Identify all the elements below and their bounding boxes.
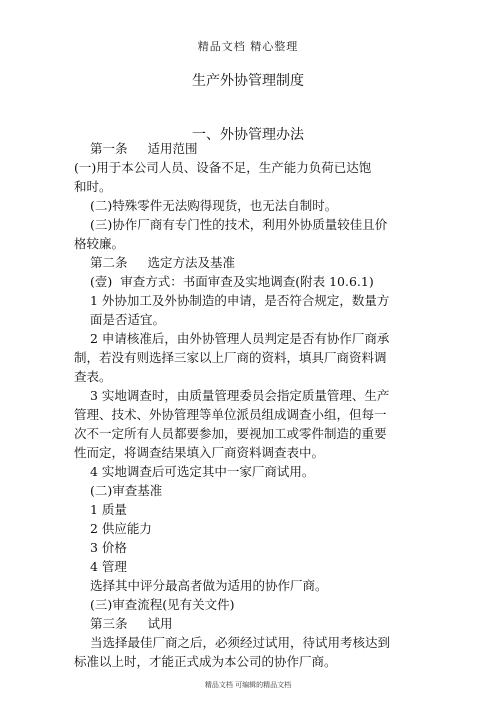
review-method-text: 审查方式：书面审查及实地调查(附表 10.6.1)	[120, 274, 374, 289]
article1-item1-line1: (一)用于本公司人员、设备不足，生产能力负荷已达饱	[74, 160, 372, 175]
review-method-label: (壹)	[90, 274, 113, 289]
step3-line4: 性而定，将调查结果填入厂商资料调查表中。	[74, 445, 325, 460]
review-method	[90, 272, 406, 291]
step2-line1: 2 申请核准后，由外协管理人员判定是否有协作厂商承	[90, 331, 390, 346]
section-heading: 一、外协管理办法	[192, 127, 304, 143]
step2-line2: 制，若没有则选择三家以上厂商的资料，填具厂商资料调	[74, 350, 387, 365]
article1-item1-line2: 和时。	[74, 179, 112, 194]
review-flow: (三)审查流程(见有关文件)	[90, 597, 235, 612]
step4: 4 实地调查后可选定其中一家厂商试用。	[90, 464, 315, 479]
criteria-note: 选择其中评分最高者做为适用的协作厂商。	[90, 578, 328, 593]
article3-number: 第三条	[90, 616, 128, 631]
article3-heading	[90, 614, 406, 633]
step3-line1: 3 实地调查时，由质量管理委员会指定质量管理、生产	[90, 388, 390, 403]
article1-title: 适用范围	[147, 141, 198, 156]
article1-item3-line2: 格较廉。	[74, 236, 125, 251]
step1-line1: 1 外协加工及外协制造的申请，是否符合规定，数量方	[90, 293, 390, 308]
page-header: 精品文档 精心整理	[197, 40, 299, 53]
article3-title: 试用	[147, 616, 173, 631]
article2-heading	[90, 253, 406, 272]
article1-item3-line1: (三)协作厂商有专门性的技术，利用外协质量较佳且价	[90, 217, 388, 232]
article3-line2: 标准以上时，才能正式成为本公司的协作厂商。	[74, 654, 337, 669]
document-title: 生产外协管理制度	[192, 73, 304, 89]
article1-item2: (二)特殊零件无法购得现货，也无法自制时。	[90, 198, 338, 213]
step3-line3: 次不一定所有人员都要参加，要视加工或零件制造的重要	[74, 426, 387, 441]
article1-heading	[90, 139, 406, 158]
criteria-item: 4 管理	[90, 559, 127, 574]
criteria-heading: (二)审查基准	[90, 483, 163, 498]
step3-line2: 管理、技术、外协管理等单位派员组成调查小组，但每一	[74, 407, 387, 422]
document-body	[74, 139, 406, 671]
article2-title: 选定方法及基准	[147, 255, 236, 270]
step2-line3: 查表。	[74, 369, 112, 384]
page-footer: 精品文档 可编辑的精品文档	[204, 681, 292, 689]
criteria-item: 2 供应能力	[90, 521, 152, 536]
article2-number: 第二条	[90, 255, 128, 270]
criteria-item: 3 价格	[90, 540, 127, 555]
step1-line2: 面是否适宜。	[90, 312, 166, 327]
article1-number: 第一条	[90, 141, 128, 156]
criteria-item: 1 质量	[90, 502, 127, 517]
article3-line1: 当选择最佳厂商之后，必须经过试用，待试用考核达到	[90, 635, 391, 650]
